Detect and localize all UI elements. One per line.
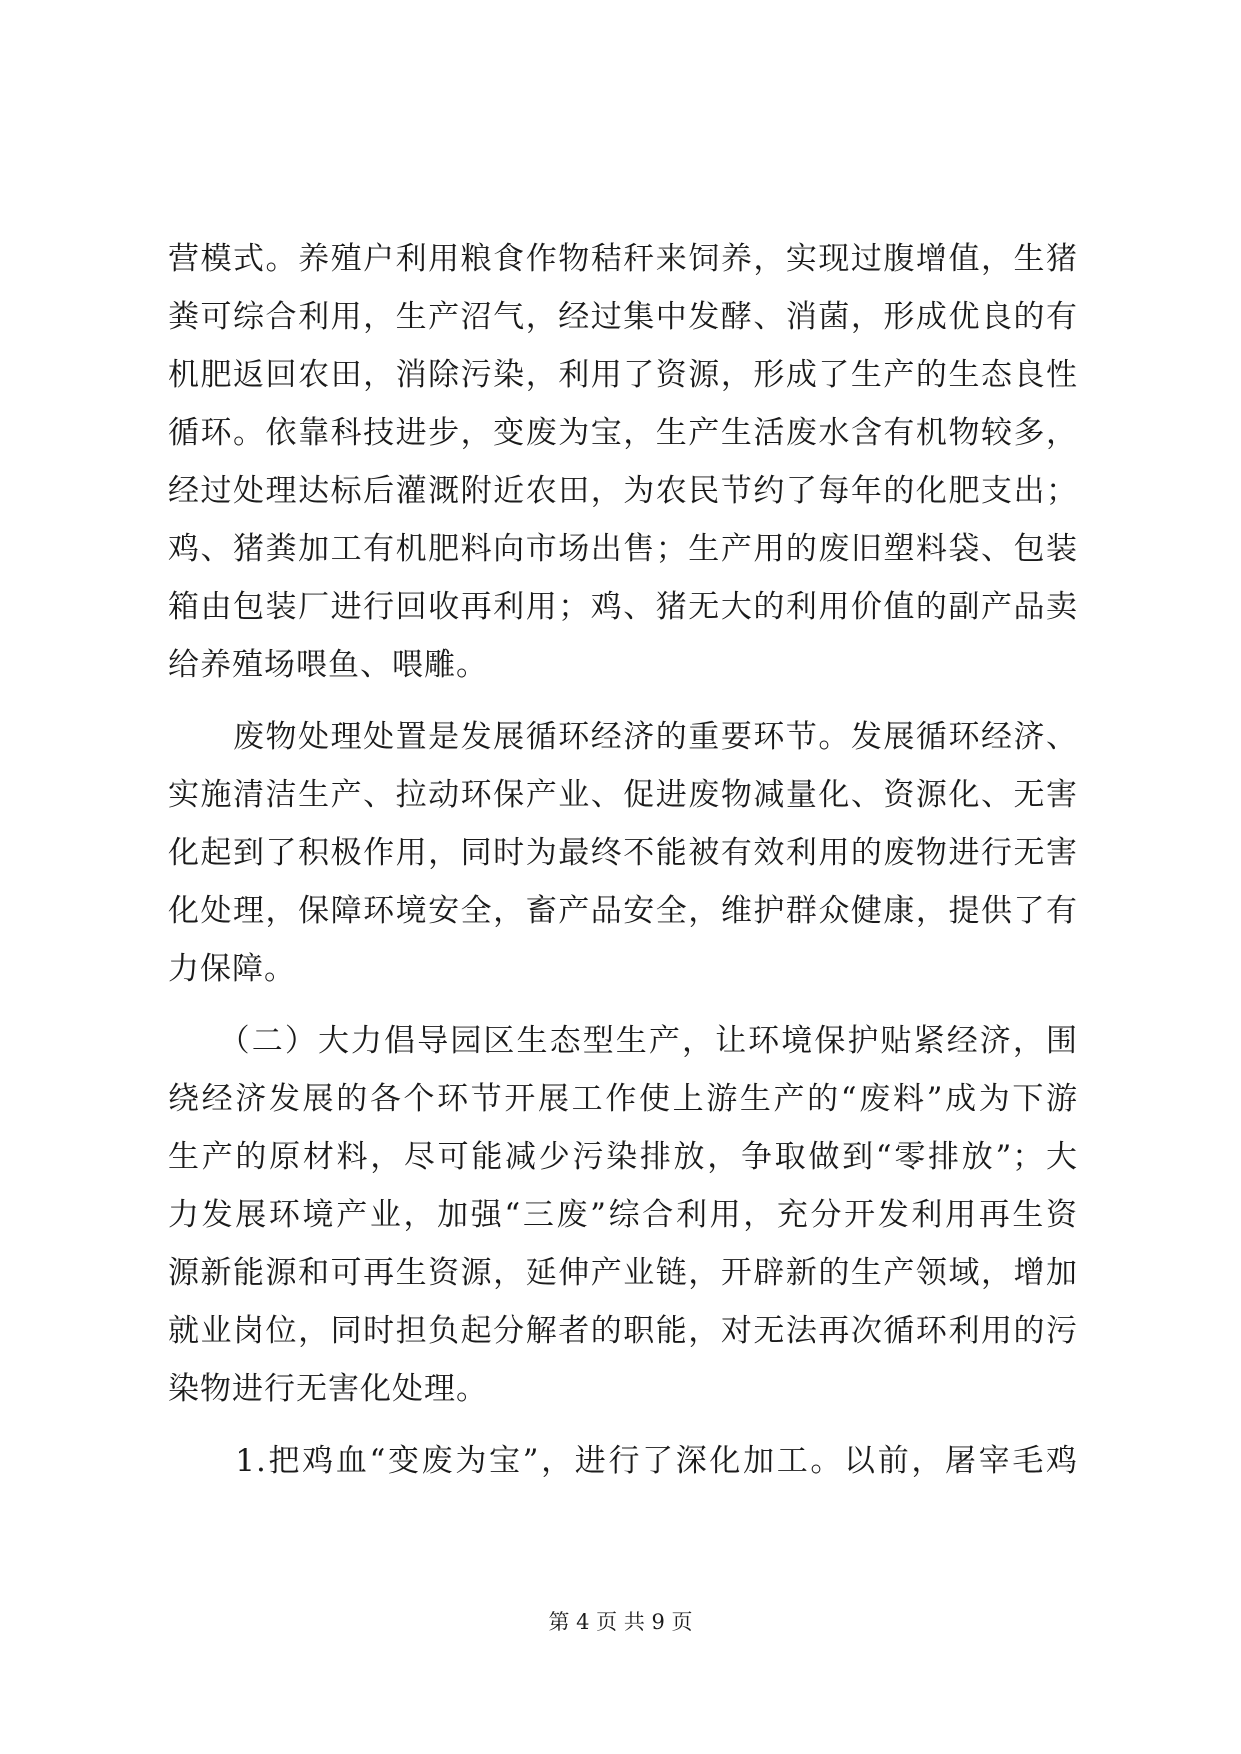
text-line: 粪可综合利用，生产沼气，经过集中发酵、消菌，形成优良的有 bbox=[168, 299, 1078, 335]
paragraph bbox=[168, 708, 1078, 998]
text-line: 循环。依靠科技进步，变废为宝，生产生活废水含有机物较多， bbox=[168, 415, 1078, 451]
body-text bbox=[168, 230, 1078, 1490]
text-line: 力保障。 bbox=[168, 951, 296, 987]
text-line: 机肥返回农田，消除污染，利用了资源，形成了生产的生态良性 bbox=[168, 357, 1078, 393]
text-line: 力发展环境产业，加强“三废”综合利用，充分开发利用再生资 bbox=[168, 1197, 1078, 1233]
paragraph-gap bbox=[168, 998, 1078, 1012]
text-line: 1.把鸡血“变废为宝”，进行了深化加工。以前，屠宰毛鸡 bbox=[168, 1443, 1078, 1479]
paragraph bbox=[168, 230, 1078, 694]
paragraph bbox=[168, 1012, 1078, 1418]
text-line: 废物处理处置是发展循环经济的重要环节。发展循环经济、 bbox=[168, 719, 1078, 755]
text-line: 经过处理达标后灌溉附近农田，为农民节约了每年的化肥支出； bbox=[168, 473, 1078, 509]
page-number-footer: 第 4 页 共 9 页 bbox=[548, 1610, 693, 1634]
text-line: 化起到了积极作用，同时为最终不能被有效利用的废物进行无害 bbox=[168, 835, 1078, 871]
paragraph bbox=[168, 1432, 1078, 1490]
text-line: 绕经济发展的各个环节开展工作使上游生产的“废料”成为下游 bbox=[168, 1081, 1078, 1117]
text-line: 营模式。养殖户利用粮食作物秸秆来饲养，实现过腹增值，生猪 bbox=[168, 241, 1078, 277]
text-line: 生产的原材料，尽可能减少污染排放，争取做到“零排放”；大 bbox=[168, 1139, 1078, 1175]
text-line: 染物进行无害化处理。 bbox=[168, 1371, 488, 1407]
text-line: 箱由包装厂进行回收再利用；鸡、猪无大的利用价值的副产品卖 bbox=[168, 589, 1078, 625]
text-line: 化处理，保障环境安全，畜产品安全，维护群众健康，提供了有 bbox=[168, 893, 1078, 929]
text-line: 源新能源和可再生资源，延伸产业链，开辟新的生产领域，增加 bbox=[168, 1255, 1078, 1291]
text-line: 给养殖场喂鱼、喂雕。 bbox=[168, 647, 488, 683]
text-line: （二）大力倡导园区生态型生产，让环境保护贴紧经济，围 bbox=[168, 1023, 1078, 1059]
text-line: 实施清洁生产、拉动环保产业、促进废物减量化、资源化、无害 bbox=[168, 777, 1078, 813]
text-line: 鸡、猪粪加工有机肥料向市场出售；生产用的废旧塑料袋、包装 bbox=[168, 531, 1078, 567]
paragraph-gap bbox=[168, 694, 1078, 708]
text-line: 就业岗位，同时担负起分解者的职能，对无法再次循环利用的污 bbox=[168, 1313, 1078, 1349]
paragraph-gap bbox=[168, 1418, 1078, 1432]
